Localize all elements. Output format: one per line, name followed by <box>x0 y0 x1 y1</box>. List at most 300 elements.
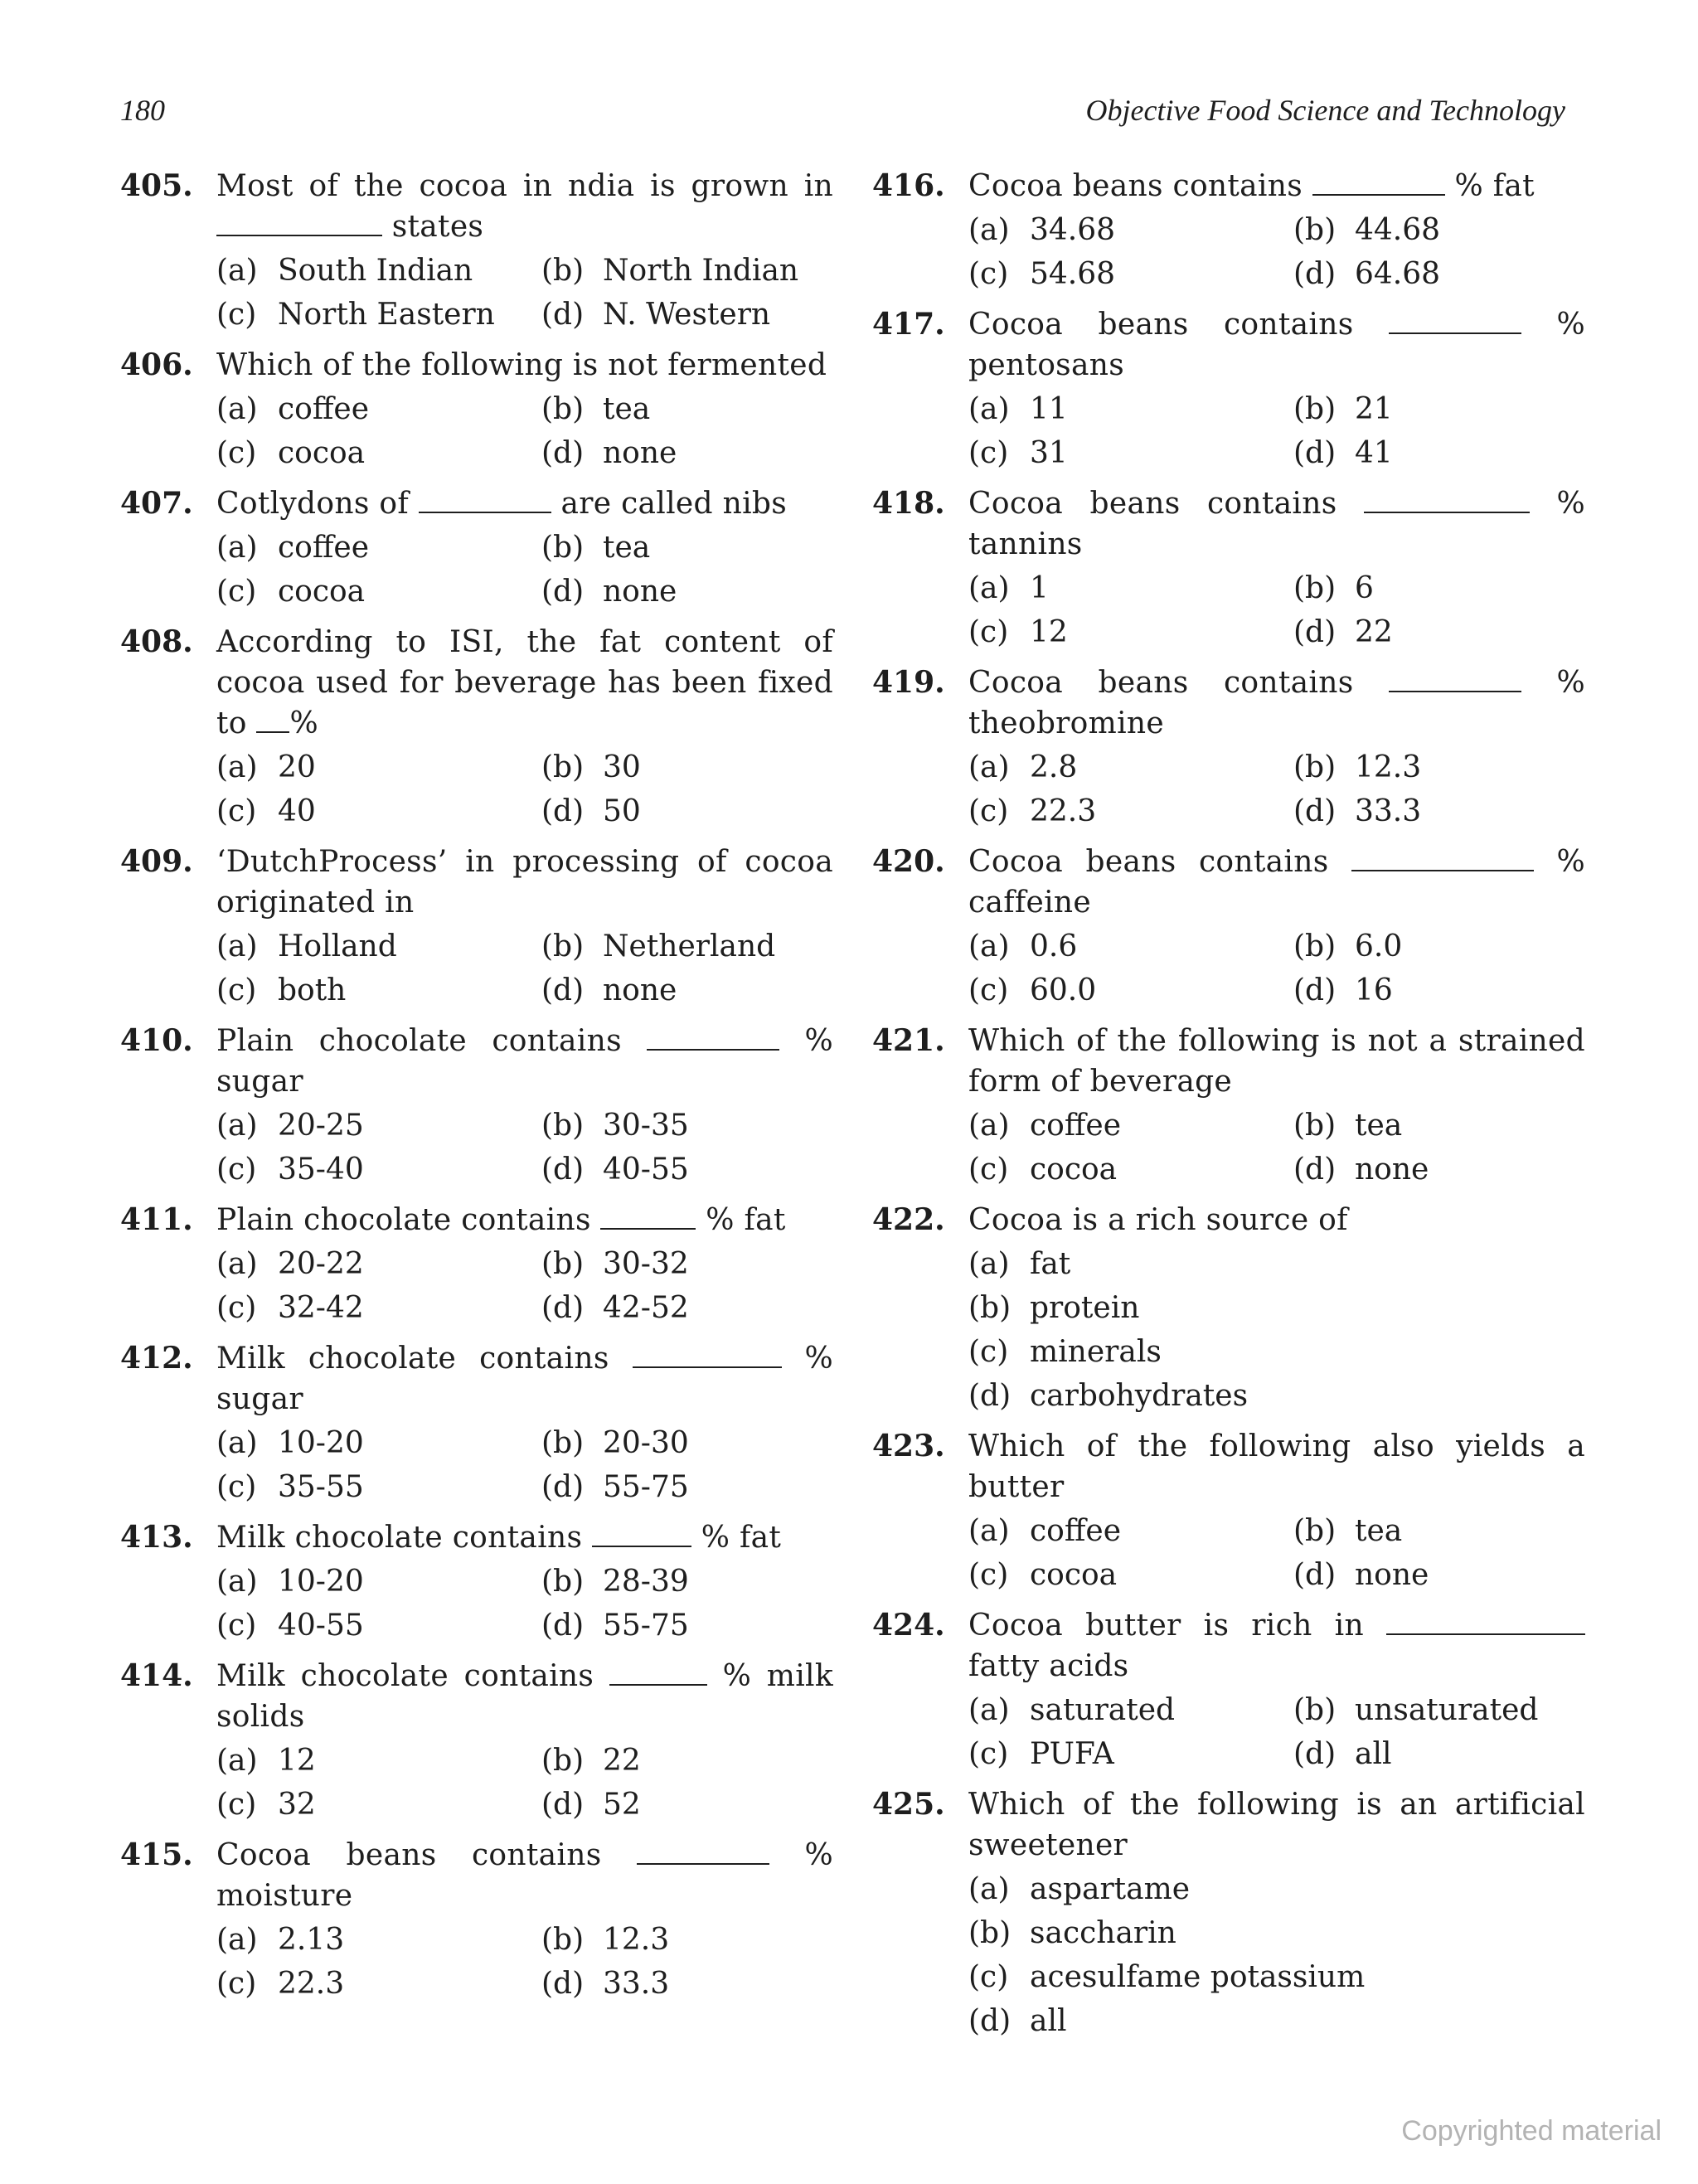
option-item <box>1293 1104 1585 1148</box>
question-number: 415. <box>120 1837 193 1872</box>
question-number: 418. <box>872 486 945 521</box>
question-text-fragment: Most of the cocoa in ndia is grown in <box>216 169 833 203</box>
option-letter: (c) <box>216 1291 257 1325</box>
option-item <box>541 1962 833 2006</box>
option-letter: (d) <box>968 1379 1012 1413</box>
question-item <box>120 1835 833 2006</box>
option-letter: (a) <box>216 1565 258 1599</box>
option-text: 10-20 <box>278 1565 364 1599</box>
question-text-fragment: % moisture <box>216 1838 833 1913</box>
option-text: 1 <box>1030 571 1049 605</box>
option-item <box>216 431 541 475</box>
option-letter: (d) <box>541 298 585 332</box>
answer-blank <box>1389 308 1521 334</box>
option-text: 12 <box>1030 615 1068 649</box>
option-text: 55-75 <box>603 1470 689 1504</box>
option-item <box>541 1421 833 1465</box>
question-item <box>872 1200 1585 1418</box>
option-letter: (a) <box>968 213 1010 247</box>
question-text-fragment: ‘DutchProcess’ in processing of cocoa originated in <box>216 845 833 920</box>
question-text-fragment: % tannins <box>968 487 1585 561</box>
option-text: coffee <box>1030 1109 1122 1143</box>
option-letter: (a) <box>968 1872 1010 1906</box>
answer-blank <box>600 1203 696 1230</box>
option-item <box>541 1465 833 1509</box>
page-header <box>120 93 1565 143</box>
option-text: cocoa <box>1030 1153 1118 1187</box>
option-text: 32 <box>278 1788 316 1822</box>
option-item <box>216 526 541 570</box>
option-letter: (b) <box>1293 571 1337 605</box>
option-item <box>541 1560 833 1604</box>
options-list <box>216 1242 833 1330</box>
question-item <box>872 483 1585 654</box>
question-text <box>968 304 1585 386</box>
option-letter: (c) <box>216 794 257 828</box>
question-number: 407. <box>120 486 193 521</box>
question-text-fragment: % fat <box>696 1203 786 1237</box>
option-letter: (c) <box>216 436 257 470</box>
option-text: 52 <box>603 1788 641 1822</box>
option-text: 30 <box>603 750 641 784</box>
option-text: 12.3 <box>603 1923 670 1957</box>
question-text-fragment: % caffeine <box>968 845 1585 920</box>
option-text: tea <box>1355 1514 1403 1548</box>
option-letter: (c) <box>216 575 257 609</box>
question-text-fragment: Cocoa is a rich source of <box>968 1203 1348 1237</box>
question-text-fragment: Cocoa beans contains <box>968 845 1351 879</box>
option-text: all <box>1355 1737 1392 1771</box>
question-item <box>872 1784 1585 2043</box>
option-text: none <box>1355 1558 1429 1592</box>
option-letter: (d) <box>1293 973 1337 1007</box>
option-text: 40-55 <box>603 1153 689 1187</box>
question-item <box>872 304 1585 475</box>
option-text: unsaturated <box>1355 1693 1539 1727</box>
question-text <box>968 842 1585 923</box>
option-text: 35-55 <box>278 1470 364 1504</box>
option-letter: (c) <box>216 1788 257 1822</box>
option-text: 60.0 <box>1030 973 1097 1007</box>
option-text: 20-30 <box>603 1426 689 1460</box>
option-letter: (d) <box>1293 1737 1337 1771</box>
option-item <box>541 1104 833 1148</box>
option-letter: (b) <box>1293 1693 1337 1727</box>
option-item <box>216 1918 541 1962</box>
option-item <box>968 1148 1293 1191</box>
answer-blank <box>609 1659 707 1686</box>
options-list <box>216 745 833 833</box>
option-item <box>1293 252 1585 296</box>
option-item <box>968 1104 1293 1148</box>
option-letter: (b) <box>541 750 585 784</box>
option-item <box>541 789 833 833</box>
options-list <box>216 526 833 614</box>
question-text-fragment: fatty acids <box>968 1649 1129 1683</box>
question-text-fragment: Cocoa beans contains <box>968 666 1389 700</box>
option-letter: (b) <box>541 929 585 963</box>
option-letter: (a) <box>216 1247 258 1281</box>
answer-blank <box>1312 169 1445 196</box>
question-number: 425. <box>872 1787 945 1822</box>
option-item <box>216 293 541 337</box>
option-text: both <box>278 973 347 1007</box>
option-text: 40 <box>278 794 316 828</box>
option-item <box>541 431 833 475</box>
question-number: 420. <box>872 844 945 879</box>
option-item <box>1293 925 1585 968</box>
answer-blank <box>592 1521 691 1547</box>
option-letter: (c) <box>216 1153 257 1187</box>
option-item <box>216 1104 541 1148</box>
option-item <box>968 1242 1585 1286</box>
option-text: saturated <box>1030 1693 1176 1727</box>
option-item <box>216 1739 541 1783</box>
option-letter: (a) <box>216 392 258 426</box>
option-letter: (d) <box>541 575 585 609</box>
question-item <box>120 483 833 614</box>
question-text-fragment: % fat <box>691 1521 782 1555</box>
option-text: 22 <box>603 1744 641 1778</box>
question-text <box>968 166 1585 206</box>
option-text: 12 <box>278 1744 316 1778</box>
question-number: 411. <box>120 1202 193 1237</box>
option-item <box>1293 1732 1585 1776</box>
option-letter: (b) <box>968 1916 1012 1950</box>
option-letter: (a) <box>216 1744 258 1778</box>
option-item <box>968 1688 1293 1732</box>
option-letter: (d) <box>1293 1153 1337 1187</box>
option-item <box>541 1148 833 1191</box>
option-item <box>1293 1148 1585 1191</box>
question-number: 422. <box>872 1202 945 1237</box>
option-letter: (d) <box>1293 615 1337 649</box>
option-text: 20-25 <box>278 1109 364 1143</box>
option-text: coffee <box>278 392 370 426</box>
option-text: acesulfame potassium <box>1030 1960 1366 1994</box>
option-text: N. Western <box>603 298 771 332</box>
option-letter: (b) <box>1293 1109 1337 1143</box>
option-letter: (d) <box>1293 257 1337 291</box>
option-letter: (b) <box>541 1109 585 1143</box>
option-item <box>968 208 1293 252</box>
options-list <box>968 925 1585 1012</box>
options-list <box>216 1104 833 1191</box>
question-text-fragment: Cotlydons of <box>216 487 419 521</box>
question-text <box>216 483 833 524</box>
option-letter: (b) <box>541 531 585 565</box>
option-text: 20 <box>278 750 316 784</box>
option-letter: (d) <box>541 1609 585 1643</box>
question-text-fragment: Which of the following is not a strained form of beverage <box>968 1024 1585 1099</box>
option-item <box>216 570 541 614</box>
options-list <box>216 1918 833 2006</box>
question-text <box>216 1338 833 1420</box>
option-item <box>968 387 1293 431</box>
question-item <box>872 662 1585 833</box>
question-item <box>120 842 833 1012</box>
question-item <box>872 1426 1585 1597</box>
option-text: none <box>603 436 677 470</box>
option-text: tea <box>603 392 651 426</box>
option-text: cocoa <box>278 575 366 609</box>
question-text-fragment: Which of the following is not fermented <box>216 348 827 382</box>
options-list <box>216 387 833 475</box>
question-text-fragment: Cocoa beans contains <box>968 487 1364 521</box>
question-item <box>120 1200 833 1330</box>
option-item <box>541 293 833 337</box>
option-letter: (c) <box>216 1609 257 1643</box>
question-number: 405. <box>120 168 193 203</box>
option-text: 28-39 <box>603 1565 689 1599</box>
question-text-fragment: % milk solids <box>216 1659 833 1734</box>
question-text-fragment: Plain chocolate contains <box>216 1024 648 1058</box>
question-text <box>968 1021 1585 1102</box>
option-item <box>216 968 541 1012</box>
option-letter: (b) <box>968 1291 1012 1325</box>
option-text: tea <box>1355 1109 1403 1143</box>
option-item <box>541 526 833 570</box>
question-number: 416. <box>872 168 945 203</box>
question-item <box>120 166 833 337</box>
option-item <box>1293 566 1585 610</box>
answer-blank <box>256 706 289 733</box>
option-letter: (c) <box>968 436 1009 470</box>
option-text: 6 <box>1355 571 1374 605</box>
option-letter: (b) <box>541 1923 585 1957</box>
option-item <box>216 745 541 789</box>
options-list <box>968 566 1585 654</box>
option-letter: (d) <box>541 973 585 1007</box>
question-number: 419. <box>872 665 945 700</box>
option-item <box>968 610 1293 654</box>
option-text: 55-75 <box>603 1609 689 1643</box>
question-text <box>216 1021 833 1102</box>
question-number: 408. <box>120 624 193 659</box>
option-text: 41 <box>1355 436 1393 470</box>
option-text: 33.3 <box>1355 794 1422 828</box>
option-text: 33.3 <box>603 1967 670 2001</box>
option-text: 11 <box>1030 392 1068 426</box>
option-item <box>541 1242 833 1286</box>
option-text: 22.3 <box>278 1967 345 2001</box>
option-item <box>216 1783 541 1827</box>
option-text: carbohydrates <box>1030 1379 1249 1413</box>
option-letter: (a) <box>968 1514 1010 1548</box>
option-letter: (b) <box>541 392 585 426</box>
option-letter: (b) <box>1293 213 1337 247</box>
option-item <box>541 249 833 293</box>
question-text-fragment: % fat <box>1444 169 1535 203</box>
question-text-fragment: % <box>289 706 318 740</box>
option-item <box>541 925 833 968</box>
option-item <box>1293 789 1585 833</box>
option-item <box>216 1962 541 2006</box>
option-letter: (a) <box>968 929 1010 963</box>
option-item <box>968 1330 1585 1374</box>
option-item <box>968 1374 1585 1418</box>
options-list <box>968 1688 1585 1776</box>
option-letter: (a) <box>968 750 1010 784</box>
option-letter: (c) <box>968 615 1009 649</box>
option-item <box>216 1421 541 1465</box>
option-letter: (a) <box>216 1426 258 1460</box>
question-item <box>120 622 833 833</box>
option-text: none <box>603 575 677 609</box>
option-letter: (b) <box>541 1744 585 1778</box>
option-item <box>216 1286 541 1330</box>
answer-blank <box>1351 845 1534 871</box>
option-text: all <box>1030 2004 1067 2038</box>
answer-blank <box>419 487 551 513</box>
question-text-fragment: According to ISI, the fat content of cocoa used for beverage has been fixed to <box>216 625 833 740</box>
option-text: 30-32 <box>603 1247 689 1281</box>
question-text-fragment: % sugar <box>216 1342 833 1416</box>
option-letter: (d) <box>968 2004 1012 2038</box>
question-text-fragment: Cocoa beans contains <box>216 1838 637 1872</box>
option-item <box>968 1732 1293 1776</box>
question-text <box>968 662 1585 744</box>
option-text: 64.68 <box>1355 257 1441 291</box>
option-letter: (c) <box>216 1967 257 2001</box>
question-text-fragment: Cocoa beans contains <box>968 308 1389 342</box>
option-text: fat <box>1030 1247 1071 1281</box>
question-text-fragment: are called nibs <box>551 487 788 521</box>
question-number: 414. <box>120 1658 193 1693</box>
option-item <box>541 1604 833 1648</box>
option-text: Holland <box>278 929 397 963</box>
answer-blank <box>1386 1609 1585 1635</box>
option-text: 6.0 <box>1355 929 1403 963</box>
option-item <box>1293 1509 1585 1553</box>
option-text: 20-22 <box>278 1247 364 1281</box>
option-text: North Indian <box>603 254 799 288</box>
option-text: 54.68 <box>1030 257 1116 291</box>
question-number: 410. <box>120 1023 193 1058</box>
option-letter: (d) <box>1293 1558 1337 1592</box>
question-text-fragment: Cocoa butter is rich in <box>968 1609 1386 1643</box>
options-list <box>968 1509 1585 1597</box>
answer-blank <box>637 1838 769 1865</box>
question-number: 421. <box>872 1023 945 1058</box>
question-number: 412. <box>120 1341 193 1376</box>
option-letter: (b) <box>541 254 585 288</box>
option-item <box>1293 208 1585 252</box>
option-letter: (b) <box>1293 392 1337 426</box>
option-item <box>541 745 833 789</box>
book-title: Objective Food Science and Technology <box>1085 94 1565 127</box>
option-item <box>1293 610 1585 654</box>
option-item <box>968 925 1293 968</box>
option-item <box>216 1604 541 1648</box>
copyright-watermark: Copyrighted material <box>1401 2115 1662 2147</box>
question-number: 406. <box>120 347 193 382</box>
question-text-fragment: % theobromine <box>968 666 1585 740</box>
option-letter: (d) <box>541 1967 585 2001</box>
option-text: Netherland <box>603 929 776 963</box>
option-letter: (c) <box>968 1960 1009 1994</box>
option-letter: (c) <box>968 1153 1009 1187</box>
option-letter: (c) <box>968 1335 1009 1369</box>
option-letter: (a) <box>216 1923 258 1957</box>
question-text-fragment: % pentosans <box>968 308 1585 382</box>
options-list <box>216 1560 833 1648</box>
question-number: 423. <box>872 1429 945 1463</box>
option-letter: (c) <box>968 973 1009 1007</box>
option-text: tea <box>603 531 651 565</box>
question-text <box>216 1200 833 1240</box>
option-item <box>968 789 1293 833</box>
option-text: North Eastern <box>278 298 495 332</box>
options-list <box>216 1421 833 1509</box>
question-item <box>872 842 1585 1012</box>
question-text <box>968 1200 1585 1240</box>
options-list <box>968 1104 1585 1191</box>
option-text: 16 <box>1355 973 1393 1007</box>
options-list <box>968 745 1585 833</box>
option-item <box>1293 1553 1585 1597</box>
option-text: 35-40 <box>278 1153 364 1187</box>
option-letter: (b) <box>541 1565 585 1599</box>
option-letter: (c) <box>968 1737 1009 1771</box>
option-text: 50 <box>603 794 641 828</box>
option-text: 32-42 <box>278 1291 364 1325</box>
question-text-fragment: Milk chocolate contains <box>216 1342 633 1376</box>
question-text <box>968 1784 1585 1866</box>
option-item <box>1293 968 1585 1012</box>
option-letter: (c) <box>968 794 1009 828</box>
option-text: 22 <box>1355 615 1393 649</box>
option-letter: (a) <box>968 1247 1010 1281</box>
option-item <box>968 1999 1585 2043</box>
question-item <box>120 345 833 475</box>
option-item <box>541 1286 833 1330</box>
option-text: 40-55 <box>278 1609 364 1643</box>
question-text <box>968 1605 1585 1687</box>
option-letter: (d) <box>541 1470 585 1504</box>
option-item <box>968 1509 1293 1553</box>
option-text: 10-20 <box>278 1426 364 1460</box>
question-text-fragment: Milk chocolate contains <box>216 1659 609 1693</box>
option-text: 31 <box>1030 436 1068 470</box>
question-text-fragment: Milk chocolate contains <box>216 1521 592 1555</box>
option-letter: (d) <box>541 436 585 470</box>
question-text <box>216 622 833 744</box>
question-text <box>216 1835 833 1916</box>
question-text <box>968 1426 1585 1507</box>
options-list <box>968 387 1585 475</box>
option-text: none <box>1355 1153 1429 1187</box>
option-letter: (a) <box>968 392 1010 426</box>
option-text: 2.13 <box>278 1923 345 1957</box>
option-letter: (a) <box>968 1693 1010 1727</box>
question-item <box>872 166 1585 296</box>
option-letter: (d) <box>541 1788 585 1822</box>
options-list <box>216 925 833 1012</box>
question-text-fragment: Plain chocolate contains <box>216 1203 601 1237</box>
option-text: South Indian <box>278 254 473 288</box>
option-text: 42-52 <box>603 1291 689 1325</box>
option-text: cocoa <box>278 436 366 470</box>
option-text: cocoa <box>1030 1558 1118 1592</box>
option-letter: (d) <box>541 794 585 828</box>
option-letter: (a) <box>216 531 258 565</box>
option-item <box>968 1955 1585 1999</box>
option-letter: (b) <box>1293 1514 1337 1548</box>
options-list <box>216 249 833 337</box>
option-item <box>541 1918 833 1962</box>
option-text: 34.68 <box>1030 213 1116 247</box>
